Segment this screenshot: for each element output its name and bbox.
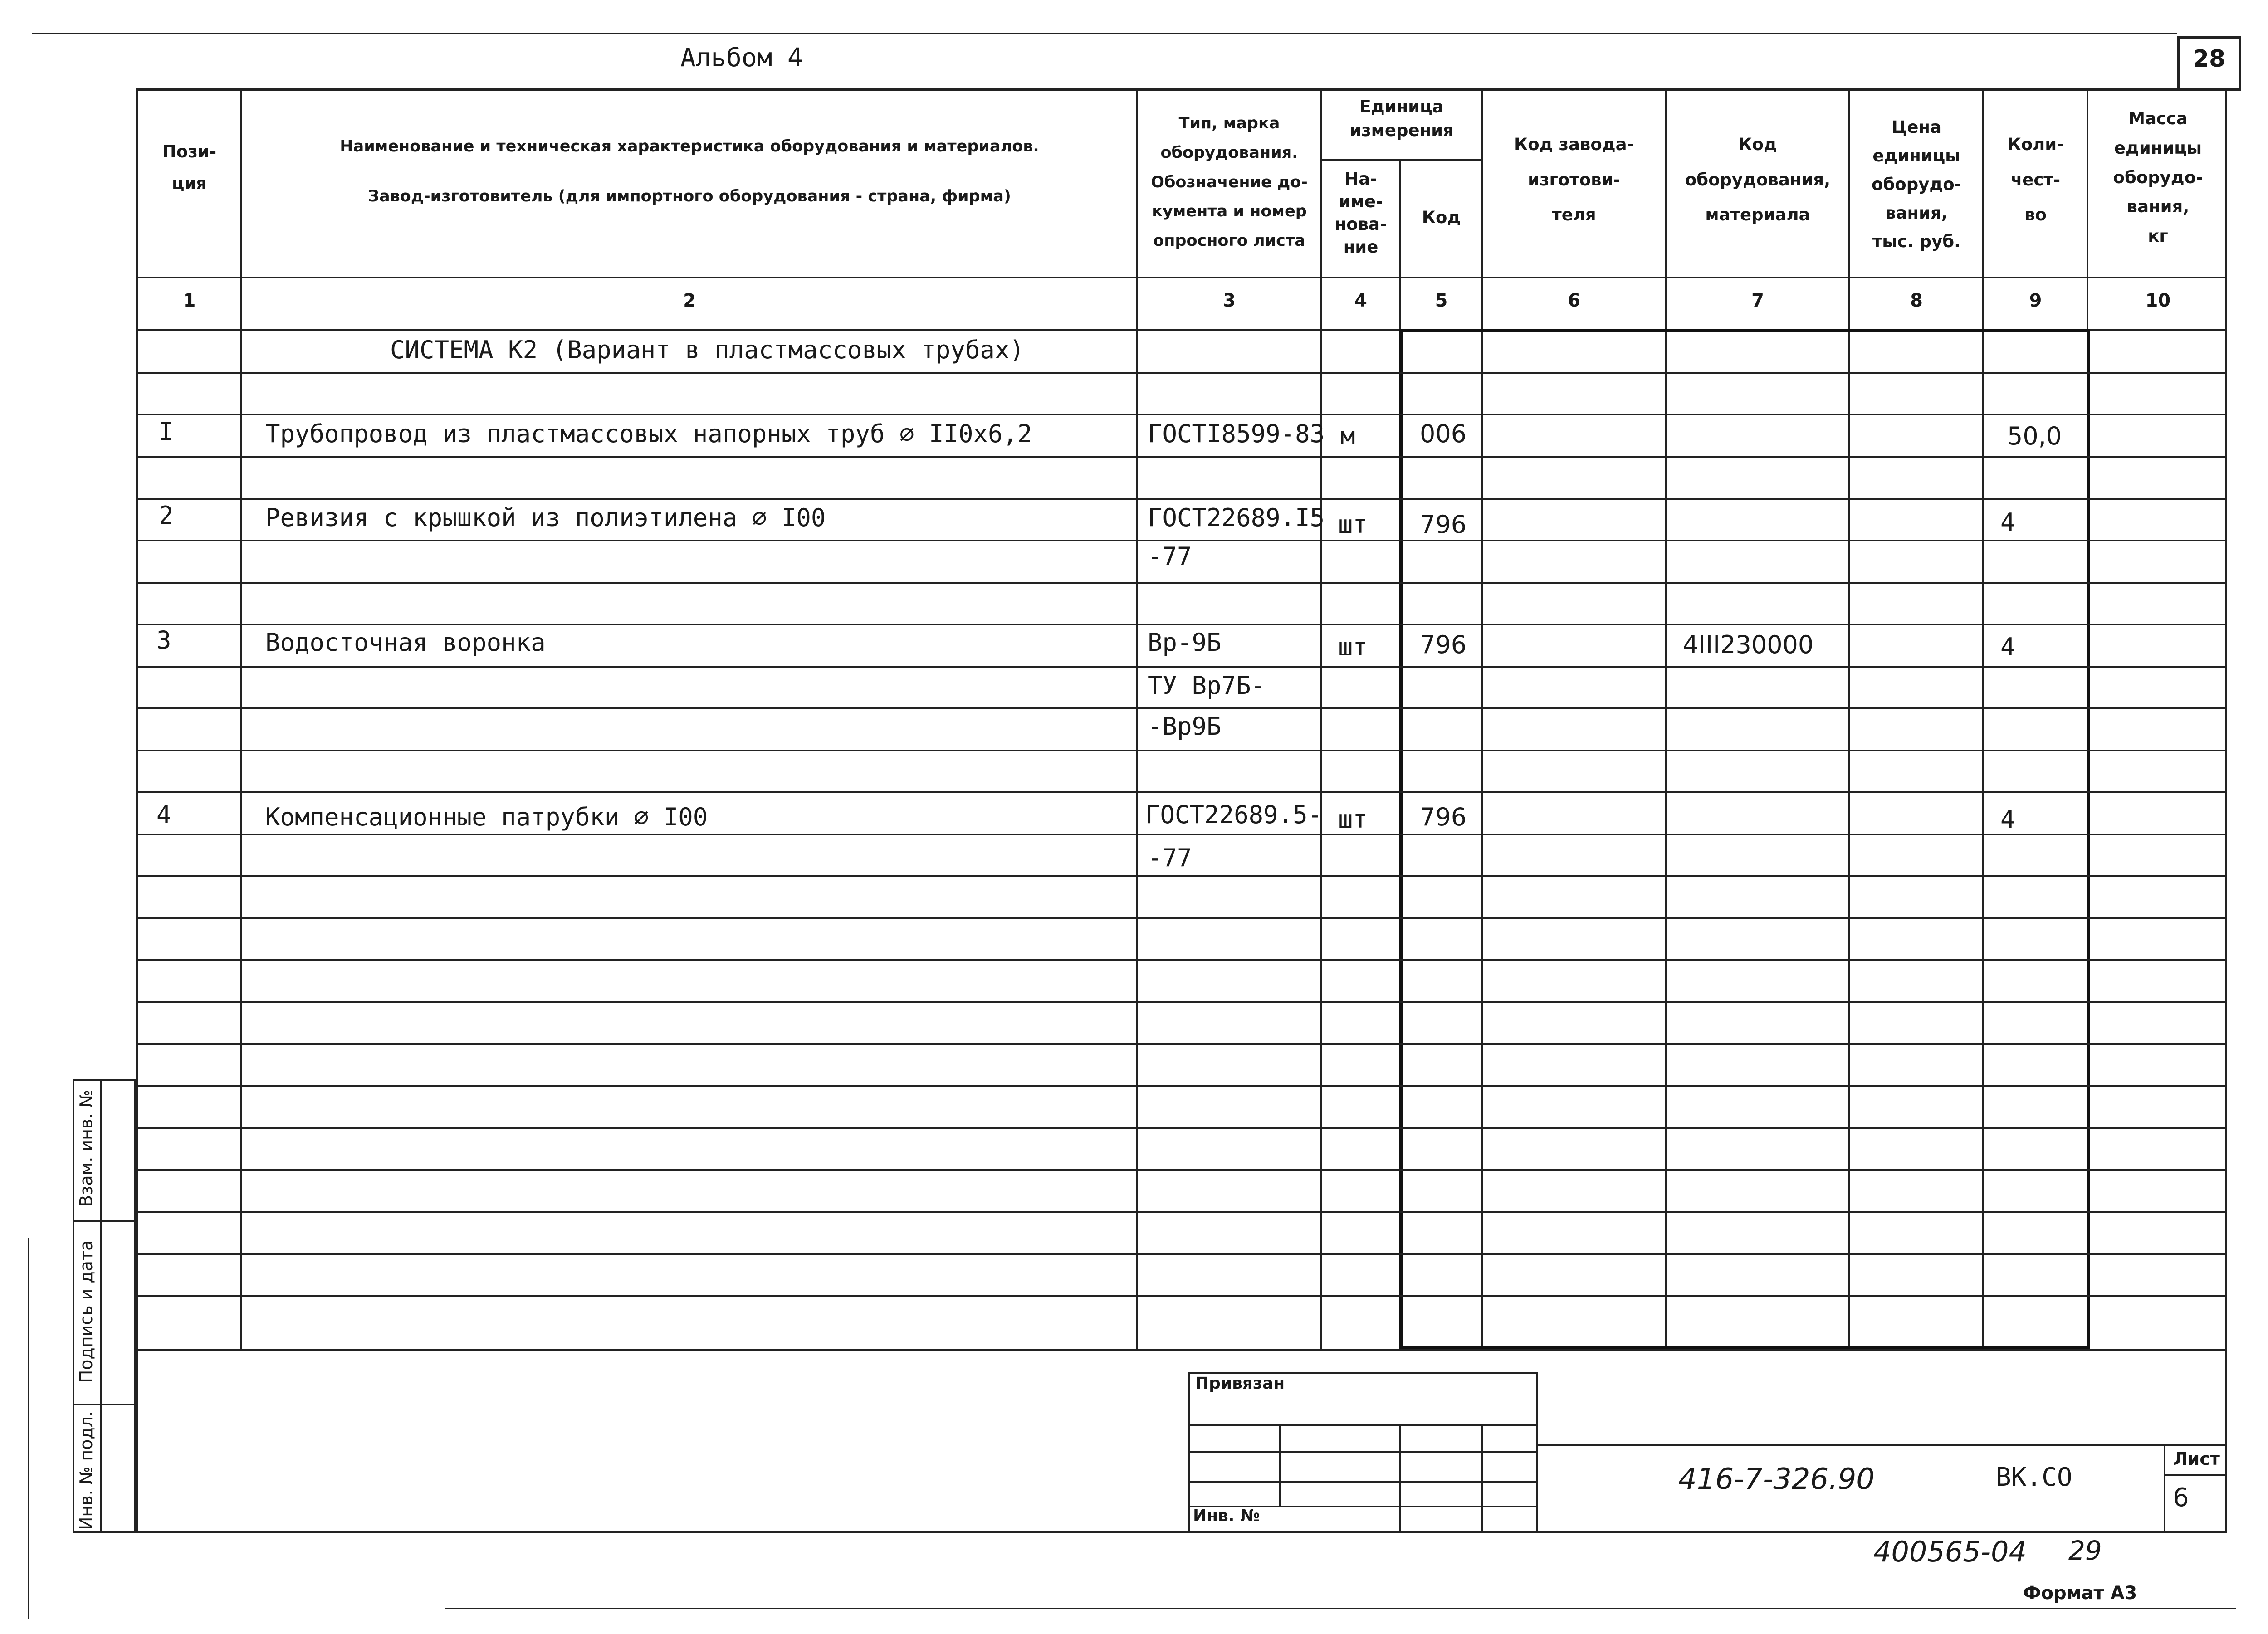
col-number: 6 (1568, 290, 1580, 311)
row2-type-cont: -77 (1148, 542, 1192, 571)
stamp-rule (1188, 1451, 1538, 1453)
side-label-vzam: Взам. инв. № (76, 1090, 96, 1207)
side-label-inv-podl: Инв. № подл. (76, 1410, 96, 1530)
table-bottom-rule (136, 1349, 2227, 1351)
stamp-col (1399, 1424, 1401, 1533)
row-line (136, 707, 2227, 709)
format-label: Формат А3 (2023, 1583, 2137, 1604)
col-number: 1 (183, 290, 196, 311)
row3-type-cont2: -Вр9Б (1148, 712, 1222, 741)
row4-type-cont: -77 (1148, 844, 1192, 872)
stamp-rule (1188, 1424, 1538, 1426)
row1-code: 006 (1420, 419, 1467, 448)
row3-unit: шт (1338, 633, 1368, 661)
row3-type-cont: ТУ Вр7Б- (1148, 671, 1266, 700)
row-line (136, 624, 2227, 625)
row-line (136, 1211, 2227, 1213)
album-title: Альбом 4 (680, 43, 803, 73)
col-number: 2 (683, 290, 696, 311)
row1-position: I (159, 417, 174, 446)
stamp-privyazan-label: Привязан (1195, 1374, 1285, 1393)
row2-unit: шт (1338, 510, 1368, 539)
stamp-col (1481, 1424, 1483, 1533)
row3-position: 3 (156, 626, 171, 654)
row3-equip-code: 4III230000 (1683, 630, 1814, 659)
row1-type: ГОСТI8599-83 (1148, 419, 1325, 448)
row4-position: 4 (156, 800, 171, 829)
page-corner-number: 28 (2192, 45, 2226, 73)
bottom-rule (445, 1608, 2236, 1609)
row3-type: Вр-9Б (1148, 628, 1222, 657)
row-line (136, 1169, 2227, 1171)
row1-unit: м (1340, 422, 1355, 450)
row-line (136, 498, 2227, 500)
col-line-1 (240, 88, 242, 1349)
row2-code: 796 (1420, 510, 1467, 539)
bold-block (1399, 329, 2090, 1349)
section-title: СИСТЕМА К2 (Вариант в пластмассовых трубах) (390, 336, 1024, 364)
row4-name: Компенсационные патрубки ∅ I00 (265, 803, 708, 831)
row-line (136, 959, 2227, 961)
row-line (136, 414, 2227, 415)
row-line (136, 875, 2227, 877)
header-quantity: Коли- чест- во (2007, 135, 2064, 225)
row-line (136, 791, 2227, 793)
row2-name: Ревизия с крышкой из полиэтилена ∅ I00 (265, 503, 826, 532)
row-line (136, 917, 2227, 919)
header-bottom-rule (136, 277, 2227, 278)
top-rule (32, 33, 2177, 34)
col-line-2 (1136, 88, 1138, 1349)
row-line (136, 1127, 2227, 1129)
row-line (136, 582, 2227, 584)
header-type: Тип, марка оборудования. Обозначение до- кумента и номер опросного листа (1151, 114, 1308, 250)
row-line (136, 1001, 2227, 1003)
col-number: 4 (1354, 290, 1367, 311)
header-unit: Единица измерения (1349, 97, 1454, 140)
row-line (136, 1253, 2227, 1255)
list-number: 6 (2173, 1483, 2189, 1512)
row2-position: 2 (159, 501, 174, 530)
col-number: 7 (1751, 290, 1764, 311)
doc-mark: ВК.СО (1996, 1463, 2072, 1492)
header-position: Пози- ция (162, 142, 217, 194)
col-number: 9 (2029, 290, 2042, 311)
row1-qty: 50,0 (2007, 422, 2062, 450)
col-number: 10 (2145, 290, 2171, 311)
handwritten-num: 29 (2068, 1535, 2102, 1566)
header-price: Цена единицы оборудо- вания, тыс. руб. (1872, 117, 1961, 251)
row-line (136, 750, 2227, 751)
row-line (136, 456, 2227, 458)
title-block-rule (1538, 1444, 2227, 1446)
handwritten-ref: 400565-04 (1873, 1535, 2027, 1568)
row4-code: 796 (1420, 803, 1467, 831)
row4-type: ГОСТ22689.5- (1145, 800, 1323, 829)
row1-name: Трубопровод из пластмассовых напорных труб ∅ II0x6,2 (265, 419, 1032, 448)
header-mass: Масса единицы оборудо- вания, кг (2113, 109, 2203, 246)
col-line-3 (1320, 88, 1322, 1349)
header-unit-name: На- име- нова- ние (1334, 169, 1387, 257)
header-name-line2: Завод-изготовитель (для импортного оборудования - страна, фирма) (368, 187, 1011, 205)
row-line (136, 1295, 2227, 1297)
row-line (136, 1085, 2227, 1087)
side-label-podpis: Подпись и дата (76, 1240, 96, 1383)
stamp-rule (1188, 1481, 1538, 1483)
side-strip-divider (100, 1079, 102, 1533)
col-number: 5 (1435, 290, 1448, 311)
doc-code: 416-7-326.90 (1678, 1463, 1875, 1496)
row-line (136, 372, 2227, 374)
row2-type: ГОСТ22689.I5 (1148, 503, 1325, 532)
row-line (136, 666, 2227, 668)
list-box-rule (2164, 1474, 2227, 1476)
row4-unit: шт (1338, 805, 1368, 834)
left-margin-line (28, 1238, 29, 1619)
row-line (136, 834, 2227, 835)
header-factory-code: Код завода- изготови- теля (1514, 135, 1634, 225)
row3-code: 796 (1420, 630, 1467, 659)
stamp-inv-label: Инв. № (1193, 1507, 1260, 1525)
col-number: 8 (1910, 290, 1923, 311)
header-equip-code: Код оборудования, материала (1685, 135, 1831, 225)
row-line (136, 540, 2227, 541)
row-line (136, 1043, 2227, 1045)
row4-qty: 4 (2000, 805, 2015, 834)
row3-name: Водосточная воронка (265, 628, 546, 657)
header-name-line1: Наименование и техническая характеристика оборудования и материалов. (340, 137, 1039, 156)
stamp-col (1279, 1424, 1281, 1506)
col-number: 3 (1223, 290, 1236, 311)
row3-qty: 4 (2000, 633, 2015, 661)
list-label: Лист (2173, 1449, 2220, 1469)
row2-qty: 4 (2000, 508, 2015, 537)
header-unit-code: Код (1422, 208, 1461, 227)
